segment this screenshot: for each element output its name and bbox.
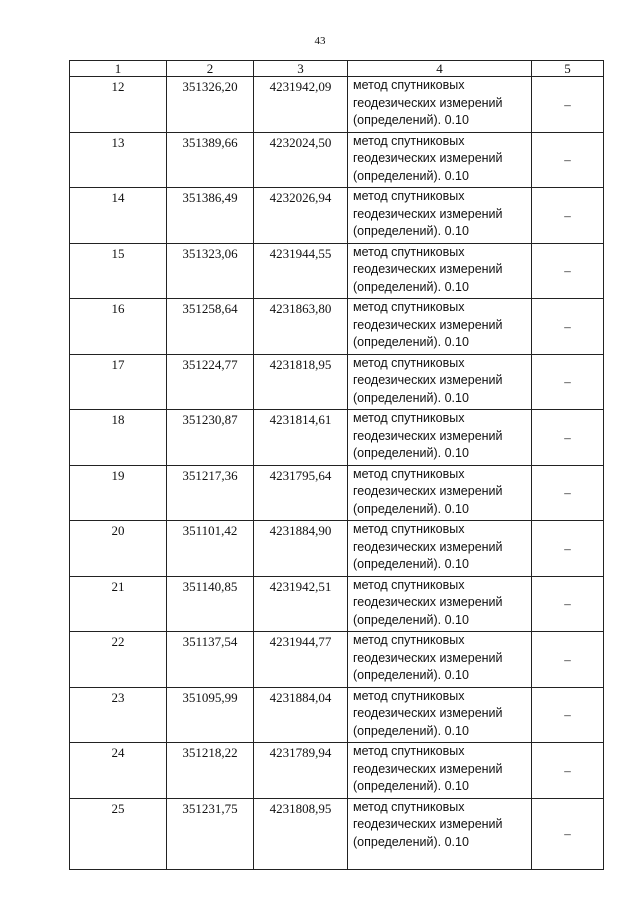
method-cell: метод спутниковых геодезических измерений (определений). 0.10 [348, 687, 532, 743]
point-number-cell: 14 [70, 188, 167, 244]
method-cell: метод спутниковых геодезических измерений (определений). 0.10 [348, 188, 532, 244]
x-coordinate-cell: 351258,64 [167, 299, 254, 355]
note-cell: – [532, 798, 604, 869]
method-cell: метод спутниковых геодезических измерений (определений). 0.10 [348, 576, 532, 632]
x-coordinate-cell: 351218,22 [167, 743, 254, 799]
table-row [70, 243, 604, 299]
table-row [70, 188, 604, 244]
point-number-cell: 16 [70, 299, 167, 355]
point-number-cell: 12 [70, 77, 167, 133]
column-header: 2 [167, 61, 254, 77]
table-row [70, 465, 604, 521]
page-number: 43 [314, 35, 326, 47]
note-cell: – [532, 354, 604, 410]
x-coordinate-cell: 351323,06 [167, 243, 254, 299]
x-coordinate-cell: 351101,42 [167, 521, 254, 577]
table-row [70, 687, 604, 743]
note-cell: – [532, 521, 604, 577]
column-header: 1 [70, 61, 167, 77]
note-cell: – [532, 410, 604, 466]
note-cell: – [532, 299, 604, 355]
note-cell: – [532, 188, 604, 244]
y-coordinate-cell: 4231818,95 [254, 354, 348, 410]
point-number-cell: 23 [70, 687, 167, 743]
y-coordinate-cell: 4231795,64 [254, 465, 348, 521]
x-coordinate-cell: 351231,75 [167, 798, 254, 869]
method-cell: метод спутниковых геодезических измерений (определений). 0.10 [348, 743, 532, 799]
header-row [70, 61, 604, 77]
y-coordinate-cell: 4231808,95 [254, 798, 348, 869]
y-coordinate-cell: 4232024,50 [254, 132, 348, 188]
note-cell: – [532, 743, 604, 799]
table-row [70, 410, 604, 466]
x-coordinate-cell: 351217,36 [167, 465, 254, 521]
point-number-cell: 18 [70, 410, 167, 466]
table-body [70, 77, 604, 870]
table-row [70, 576, 604, 632]
point-number-cell: 17 [70, 354, 167, 410]
method-cell: метод спутниковых геодезических измерений (определений). 0.10 [348, 354, 532, 410]
x-coordinate-cell: 351140,85 [167, 576, 254, 632]
point-number-cell: 19 [70, 465, 167, 521]
note-cell: – [532, 632, 604, 688]
point-number-cell: 13 [70, 132, 167, 188]
x-coordinate-cell: 351230,87 [167, 410, 254, 466]
method-cell: метод спутниковых геодезических измерений (определений). 0.10 [348, 243, 532, 299]
column-header: 4 [348, 61, 532, 77]
x-coordinate-cell: 351137,54 [167, 632, 254, 688]
table-row [70, 132, 604, 188]
y-coordinate-cell: 4231944,77 [254, 632, 348, 688]
method-cell: метод спутниковых геодезических измерений (определений). 0.10 [348, 299, 532, 355]
point-number-cell: 24 [70, 743, 167, 799]
method-cell: метод спутниковых геодезических измерений (определений). 0.10 [348, 77, 532, 133]
point-number-cell: 25 [70, 798, 167, 869]
y-coordinate-cell: 4231884,04 [254, 687, 348, 743]
method-cell: метод спутниковых геодезических измерений (определений). 0.10 [348, 465, 532, 521]
point-number-cell: 21 [70, 576, 167, 632]
point-number-cell: 20 [70, 521, 167, 577]
x-coordinate-cell: 351326,20 [167, 77, 254, 133]
method-cell: метод спутниковых геодезических измерений (определений). 0.10 [348, 410, 532, 466]
column-header: 5 [532, 61, 604, 77]
table-row [70, 354, 604, 410]
y-coordinate-cell: 4232026,94 [254, 188, 348, 244]
y-coordinate-cell: 4231944,55 [254, 243, 348, 299]
y-coordinate-cell: 4231942,51 [254, 576, 348, 632]
x-coordinate-cell: 351389,66 [167, 132, 254, 188]
note-cell: – [532, 77, 604, 133]
method-cell: метод спутниковых геодезических измерений (определений). 0.10 [348, 521, 532, 577]
y-coordinate-cell: 4231814,61 [254, 410, 348, 466]
note-cell: – [532, 465, 604, 521]
method-cell: метод спутниковых геодезических измерений (определений). 0.10 [348, 798, 532, 869]
y-coordinate-cell: 4231884,90 [254, 521, 348, 577]
method-cell: метод спутниковых геодезических измерений (определений). 0.10 [348, 632, 532, 688]
table-row [70, 77, 604, 133]
table-row [70, 632, 604, 688]
point-number-cell: 15 [70, 243, 167, 299]
y-coordinate-cell: 4231789,94 [254, 743, 348, 799]
point-number-cell: 22 [70, 632, 167, 688]
note-cell: – [532, 132, 604, 188]
y-coordinate-cell: 4231942,09 [254, 77, 348, 133]
x-coordinate-cell: 351095,99 [167, 687, 254, 743]
method-cell: метод спутниковых геодезических измерений (определений). 0.10 [348, 132, 532, 188]
table-row [70, 521, 604, 577]
x-coordinate-cell: 351386,49 [167, 188, 254, 244]
x-coordinate-cell: 351224,77 [167, 354, 254, 410]
note-cell: – [532, 687, 604, 743]
y-coordinate-cell: 4231863,80 [254, 299, 348, 355]
coordinates-table [69, 60, 604, 870]
column-header: 3 [254, 61, 348, 77]
note-cell: – [532, 576, 604, 632]
table-row [70, 798, 604, 869]
table-row [70, 299, 604, 355]
note-cell: – [532, 243, 604, 299]
table-row [70, 743, 604, 799]
